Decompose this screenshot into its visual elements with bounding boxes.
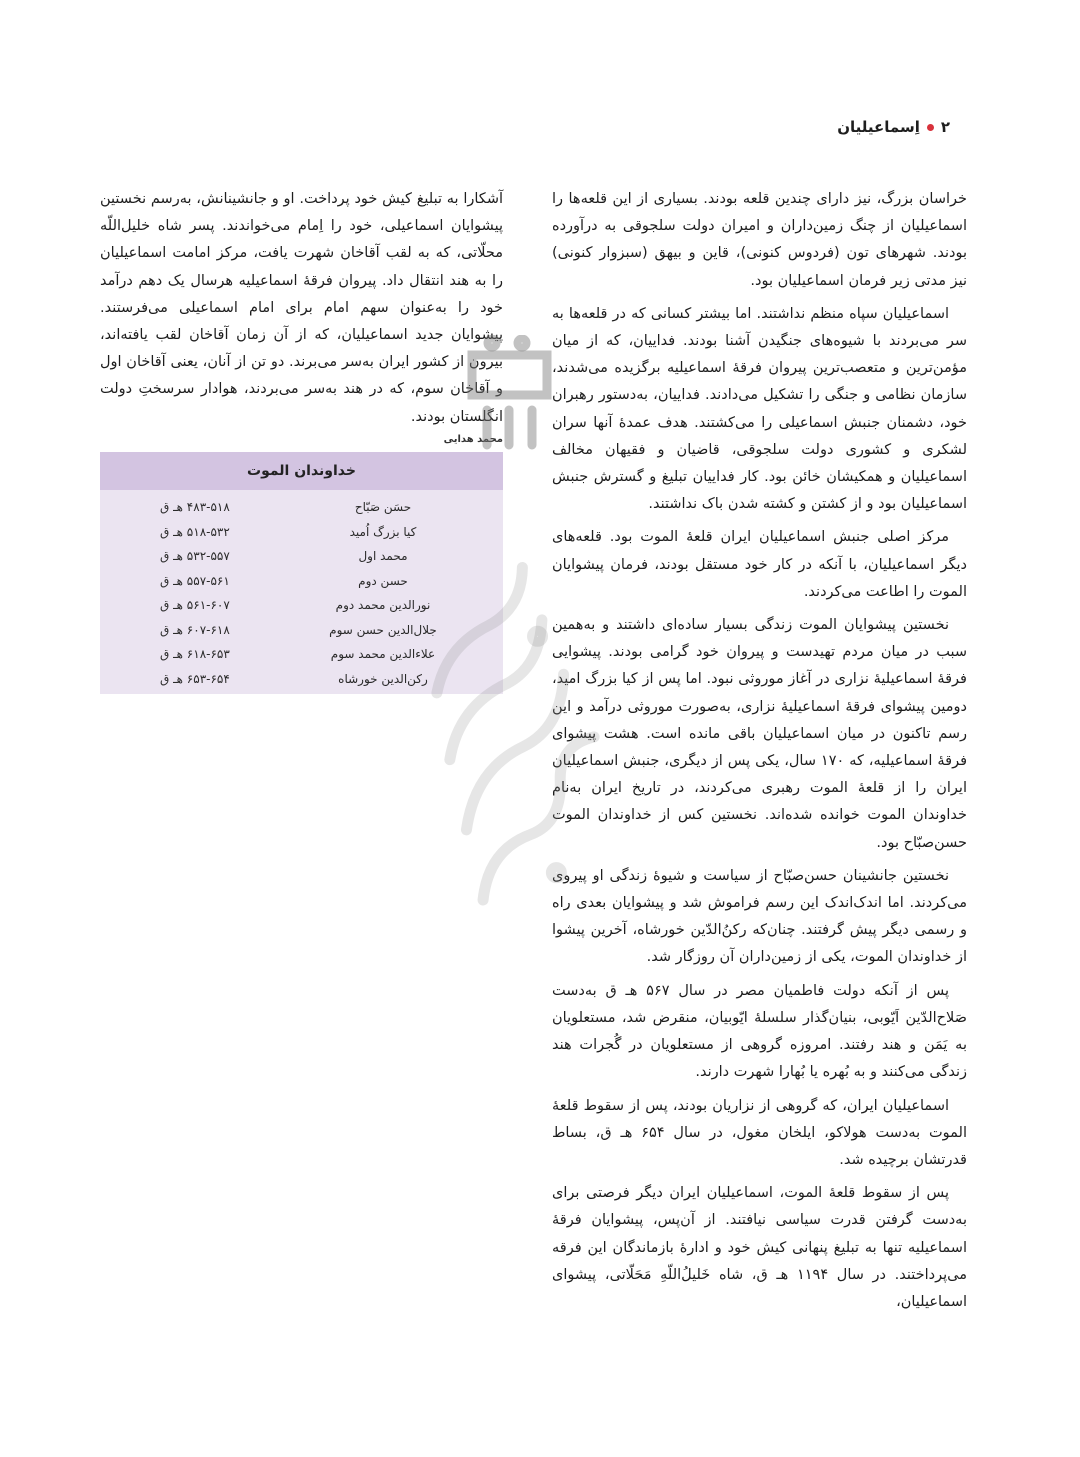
table-row	[100, 520, 503, 545]
ruler-name: حسن دوم	[358, 573, 408, 588]
paragraph: مرکز اصلی جنبش اسماعیلیان ایران قلعهٔ الموت بود. قلعه‌های دیگر اسماعیلیان، با آنکه در کار خود مستقل بودند، فرمان پیشوایان الموت را اطاعت می‌کردند.	[552, 529, 967, 600]
table-title: خداوندان الموت	[100, 452, 503, 490]
table-row	[100, 495, 503, 520]
bullet-dot-icon	[927, 124, 934, 131]
ruler-name: محمد اول	[358, 549, 408, 564]
ruler-name: جلال‌الدین حسن سوم	[329, 622, 437, 637]
ruler-years: ۶۵۳-۶۵۴ هـ ق	[160, 671, 230, 686]
table-row	[100, 618, 503, 643]
author-credit: محمد هدایی	[443, 434, 503, 445]
ruler-years: ۵۱۸-۵۳۲ هـ ق	[160, 524, 230, 539]
paragraph: نخستین جانشینان حسن‌صبّاح از سیاست و شیوهٔ زندگی او پیروی می‌کردند. اما اندک‌اندک این رسم فراموش شد و پیشوایان بعدی راه و رسمی دیگر پیش گرفتند. چنان‌که رکنُ‌الدّین خورشاه، آخرین پیشوا از خداوندان الموت، یکی از زمین‌داران آن روزگار شد.	[552, 867, 967, 966]
ruler-years: ۵۵۷-۵۶۱ هـ ق	[160, 573, 230, 588]
paragraph: اسماعیلیان ایران، که گروهی از نزاریان بودند، پس از سقوط قلعهٔ الموت به‌دست هولاکو، ایلخان مغول، در سال ۶۵۴ هـ ق، بساط قدرتشان برچیده شد.	[552, 1097, 967, 1168]
ruler-years: ۶۰۷-۶۱۸ هـ ق	[160, 622, 230, 637]
ruler-name: حسَن صَبّاح	[354, 500, 412, 515]
ruler-years: ۴۸۳-۵۱۸ هـ ق	[160, 500, 230, 515]
page-number: ۲	[940, 118, 950, 136]
paragraph: پس از سقوط قلعهٔ الموت، اسماعیلیان ایران دیگر فرصتی برای به‌دست گرفتن قدرت سیاسی نیافتند. از آن‌پس، پیشوایان فرقهٔ اسماعیلیه تنها به تبلیغ پنهانی کیش خود و ادارهٔ بازماندگان این فرقه می‌پرداختند. در سال ۱۱۹۴ هـ ق، شاه خَلیلُ‌اللّهِ مَحَلّاتی، پیشوای اسماعیلیان،	[552, 1185, 967, 1310]
table-row	[100, 544, 503, 569]
page-title: اِسماعیلیان	[837, 118, 920, 136]
ruler-name: رکن‌الدین خورشاه	[338, 671, 428, 686]
page-header	[837, 118, 950, 136]
table-row	[100, 593, 503, 618]
left-column	[100, 186, 503, 437]
table-row	[100, 642, 503, 667]
ruler-name: کیا بزرگ اُمید	[349, 524, 417, 539]
table-row	[100, 667, 503, 692]
paragraph: پس از آنکه دولت فاطمیان مصر در سال ۵۶۷ هـ ق به‌دست صَلاح‌الدّین اَیّوبی، بنیان‌گذار سلسلهٔ ایّوبیان، منقرض شد، مستعلویان به یَمَن و هند رفتند. امروزه گروهی از مستعلویان در گُجرات هند زندگی می‌کنند و به بُهره یا بُهارا شهرت دارند.	[552, 982, 967, 1081]
table-row	[100, 569, 503, 594]
ruler-name: نورالدین محمد دوم	[335, 598, 431, 613]
ruler-years: ۵۶۱-۶۰۷ هـ ق	[160, 598, 230, 613]
paragraph: خراسان بزرگ، نیز دارای چندین قلعه بودند. بسیاری از این قلعه‌ها را اسماعیلیان از چنگ زمین‌داران و امیران دولت سلجوقی به درآورده بودند. شهرهای تون (فردوس کنونی)، قاین و بیهق (سبزوار کنونی) نیز مدتی زیر فرمان اسماعیلیان بود.	[552, 191, 967, 289]
right-column	[552, 186, 967, 1322]
ruler-years: ۶۱۸-۶۵۳ هـ ق	[160, 647, 230, 662]
paragraph: نخستین پیشوایان الموت زندگی بسیار ساده‌ای داشتند و به‌همین سبب در میان مردم تهیدست و پیروان خود گرامی بودند. پیشوایی فرقهٔ اسماعیلیهٔ نزاری در آغاز موروثی نبود. اما پس از کیا بزرگ امید، دومین پیشوای فرقهٔ اسماعیلیهٔ نزاری، به‌صورت موروثی درآمد و این رسم تاکنون در میان اسماعیلیان باقی مانده است. هشت پیشوای فرقهٔ اسماعیلیه، که ۱۷۰ سال، یکی پس از دیگری، جنبش اسماعیلیان ایران را از قلعهٔ الموت رهبری می‌کردند، در تاریخ ایران به‌نام خداوندان الموت خوانده شده‌اند. نخستین کس از خداوندان الموت حسن‌صبّاح بود.	[552, 617, 967, 851]
table-body	[100, 490, 503, 691]
rulers-table	[100, 452, 503, 694]
paragraph: اسماعیلیان سپاه منظم نداشتند. اما بیشتر کسانی که در قلعه‌ها به سر می‌بردند با شیوه‌های جنگیدن آشنا بودند. فداییان، که از میان مؤمن‌ترین و متعصب‌ترین پیروان فرقهٔ اسماعیلیه برگزیده می‌شدند، سازمان نظامی و جنگی را تشکیل می‌دادند. فداییان، به‌دستور رهبران خود، دشمنان جنبش اسماعیلی را می‌کشتند. هدف عمدهٔ آنها سران لشکری و کشوری دولت سلجوقی، قاضیان و فقیهان مخالف اسماعیلیان و همکیشان خائن بود. کار فداییان تبلیغ و گسترش جنبش اسماعیلیان بود و از کشتن و کشته شدن باک نداشتند.	[552, 305, 967, 513]
ruler-years: ۵۳۲-۵۵۷ هـ ق	[160, 549, 230, 564]
paragraph: آشکارا به تبلیغ کیش خود پرداخت. او و جانشینانش، به‌رسم نخستین پیشوایان اسماعیلی، خود را اِمام می‌خواندند. پسر شاه خلیل‌اللّه محلّاتی، که به لقب آقاخان شهرت یافت، مرکز امامت اسماعیلیان را به هند انتقال داد. پیروان فرقهٔ اسماعیلیه هرسال یک دهم درآمد خود را به‌عنوان سهم امام برای امام اسماعیلی می‌فرستند. پیشوایان جدید اسماعیلیان، که از آن زمان آقاخان لقب یافته‌اند، بیرون از کشور ایران به‌سر می‌برند. دو تن از آنان، یعنی آقاخان اول و آقاخان سوم، که در هند به‌سر می‌بردند، هوادار سرسختِ دولت انگلستان بودند.	[100, 191, 503, 425]
ruler-name: علاءالدین محمد سوم	[330, 647, 436, 662]
